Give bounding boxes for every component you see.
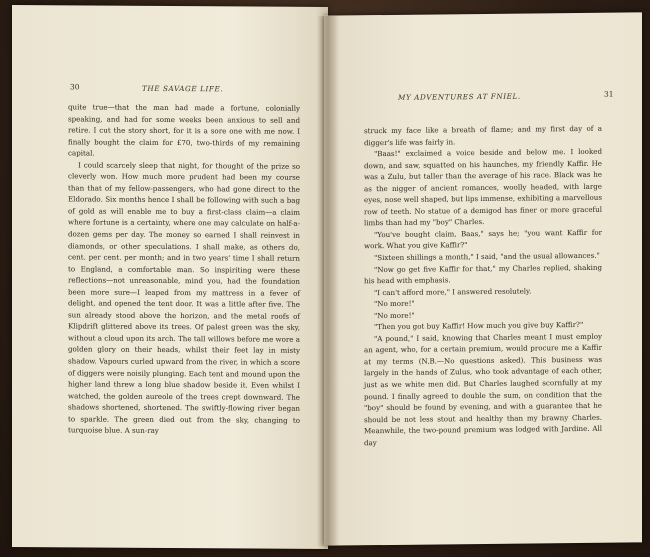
page-number-left: 30: [70, 82, 80, 92]
paragraph: "Sixteen shillings a month," I said, "and the usual allowances.": [374, 250, 600, 263]
paragraph: "A pound," I said, knowing that Charles meant I must employ an agent, who, for a certain premium, would procure me a Kaffir at my terms (N.B.—No questions asked). This business was largely in the hands of Zulus, who took advantage of each other, just as we white men did. But Charles laughed scornfully at my pound. I finally agreed to double the sum, on condition that the "boy" should be found by evening, and with a guarantee that he should be not less stout and healthy than my brawny Charles. Meanwhile, the two-pound premium was lodged with Jardine. All day: [364, 331, 602, 448]
open-book: [12, 6, 642, 554]
paragraph: "You've bought claim, Baas," says he; "you want Kaffir for work. What you give Kaffir?": [364, 227, 602, 251]
right-page-body: [364, 123, 602, 449]
paragraph: I could scarcely sleep that night, for thought of the prize so cleverly won. How much more prudent had been my course than that of my fellow-passengers, who had gone direct to the Eldorado. Six months hence I shall be following with such a bag of gold as will enable me to buy a first-class claim—a claim where fortune is a certainty, where one may calculate on half-a-dozen gems per day. The money so earned I shall reinvest in diamonds, or other speculations. I shall make, as others do, cent. per cent. per month; and in two years' time I shall return to England, a comfortable man. So inspiriting were these reflections—not unreasonable, mind you, had the foundation been more sure—I leaped from my mattress in a fever of delight, and opened the tent door. It was a little after five. The sun already stood above the horizon, and the metal roofs of Klipdrift glittered above its trees. Of palest green was the sky, without a cloud upon its arch. The tall willows before me wore a golden glory on their heads, whilst their feet lay in misty shadow. Vapours curled upward from the river, in which a score of diggers were noisily plunging. Each tent and mound upon the higher land threw a long blue shadow beside it. Even whilst I watched, the golden aureole of the trees crept downward. The shadows shortened, shortened. The swiftly-flowing river began to sparkle. The green died out from the sky, changing to turquoise blue. A sun-ray: [68, 160, 300, 436]
left-page: [12, 5, 328, 549]
paragraph: struck my face like a breath of flame; and my first day of a digger's life was fairly in.: [364, 123, 602, 147]
paragraph: "Now go get five Kaffir for that," my Charles replied, shaking his head with emphasis.: [364, 262, 602, 286]
paragraph: "Then you got buy Kaffir! How much you give buy Kaffir?": [374, 320, 584, 332]
right-page: [324, 12, 642, 545]
running-head-right: MY ADVENTURES AT FNIEL.: [398, 91, 521, 102]
paragraph: "I can't afford more," I answered resolutely.: [374, 286, 532, 297]
paragraph: "Baas!" exclaimed a voice beside and below me. I looked down, and saw, squatted on his haunches, my friendly Kaffir. He was a Zulu, but taller than the average of his race. Black was he as the nigger of ancient romances, woolly headed, with large eyes, nose well shaped, but lips immense, exhibiting a marvellous row of teeth. No statue of a demigod has finer or more graceful limbs than had my "boy" Charles.: [364, 146, 602, 228]
paragraph: "No more!": [374, 310, 415, 320]
page-number-right: 31: [604, 89, 614, 99]
paragraph: "No more!": [374, 298, 415, 309]
running-head-left: THE SAVAGE LIFE.: [142, 83, 224, 94]
left-page-body: [68, 101, 300, 437]
paragraph: quite true—that the man had made a fortune, colonially speaking, and had for some weeks been anxious to sell and retire. I cut the story short, for it is a sore one with me now. I finally bought the claim for £70, two-thirds of my remaining capital.: [68, 102, 300, 158]
